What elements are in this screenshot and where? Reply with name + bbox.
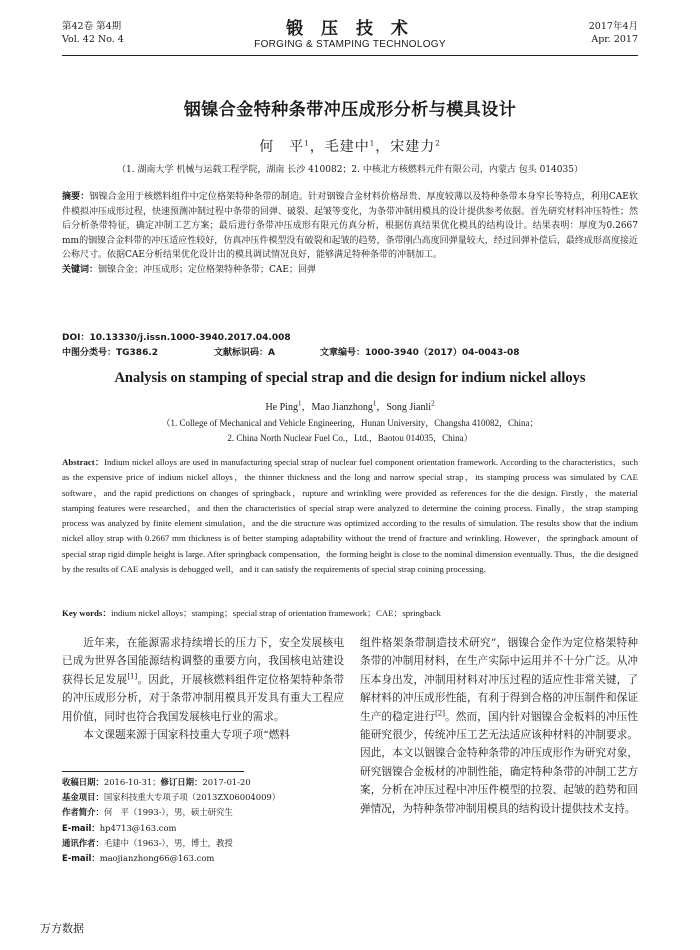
issue-date	[589, 20, 638, 46]
author-name: 毛建中	[324, 139, 370, 155]
author-affil-mark: 1	[369, 139, 376, 148]
volume-en: Vol. 42 No. 4	[62, 34, 124, 45]
corresponding-text: 毛建中（1963-），男，博士，教授	[103, 837, 233, 848]
author-separator: ，	[376, 402, 387, 413]
article-no-value: 1000-3940（2017）04-0043-08	[365, 348, 520, 358]
clc-label: 中图分类号：	[62, 348, 117, 358]
journal-logo-cn: 锻 压 技 术	[286, 19, 414, 39]
body-column-right	[360, 634, 638, 818]
clc-value: TG386.2	[116, 348, 159, 358]
author-separator: ，	[301, 402, 312, 413]
paper-title-en: Analysis on stamping of special strap and die design for indium nickel alloys	[114, 370, 586, 386]
received-label: 收稿日期：	[62, 777, 104, 787]
author-affil-mark: 1	[372, 399, 377, 408]
body-paragraph	[360, 634, 638, 818]
paragraph-text: 近年来，在能源需求持续增长的压力下，安全发展核电已成为世界各国能源结构调整的重要方向，我国核电站建设获得长足发展	[62, 637, 344, 686]
abstract-text-cn: 铟镍合金用于核燃料组件中定位格架特种条带的制造。针对铟镍合金材料价格昂贵、厚度较薄以及特种条带本身窄长等特点，利用CAE软件模拟冲压成形过程，快速预测冲制过程中条带的回弹、破裂、起皱等变化，为条带冲制用模具的设计提供参考依据。首先研究材料冲压特性；然后分析条带特征，确定冲制工艺方案；最后进行条带冲压成形有限元仿真分析，根据仿真结果优化模具的结构设计。结果表明：厚度为0.2667 mm的铟镍合金料带的冲压适应性较好，仿真冲压件模型没有破裂和起皱的趋势，条带刚凸高度回弹量较大，经过回弹补偿后，最终成形高度接近公称尺寸。依据CAE分析结果优化设计出的模具调试情况良好，能够满足特种条带的冲制加工。	[62, 192, 639, 261]
affiliation-cn: （1. 湖南大学 机械与运载工程学院，湖南 长沙 410082；2. 中核北方核燃料元件有限公司，内蒙古 包头 014035）	[117, 165, 583, 175]
email-label: E-mail：	[62, 853, 100, 864]
citation-ref[interactable]: [1]	[127, 672, 138, 681]
footnote-corresponding	[62, 836, 352, 851]
affiliation-en-line-1: （1. College of Mechanical and Vehicle Engineering，Hunan University，Changsha 410082，China；	[161, 418, 539, 428]
footnote-email-1	[62, 821, 352, 836]
footnote-email-2	[62, 851, 352, 866]
author-affil-mark: 2	[435, 139, 441, 148]
affiliation-en-line-2: 2. China North Nuclear Fuel Co.，Ltd.，Baotou 014035，China）	[227, 433, 473, 443]
fund-label: 基金项目：	[62, 792, 104, 803]
footnote-dates	[62, 775, 352, 790]
doc-code-value: A	[268, 348, 275, 358]
abstract-label-cn: 摘要：	[62, 192, 90, 202]
footnote-fund	[62, 790, 352, 805]
citation-ref[interactable]: [2]	[435, 709, 445, 718]
corresponding-label: 通讯作者：	[62, 837, 104, 848]
affiliation-en	[0, 416, 700, 446]
author-bio-text: 何 平（1993-），男，硕士研究生	[103, 807, 233, 818]
email-link[interactable]: hp4713@163.com	[99, 822, 177, 833]
email-label: E-mail：	[62, 822, 100, 833]
footnote-author	[62, 805, 352, 820]
author-list-en	[0, 398, 700, 413]
abstract-en	[62, 455, 638, 577]
author-affil-mark: 1	[304, 139, 310, 148]
doi-value: 10.13330/j.issn.1000-3940.2017.04.008	[89, 333, 291, 343]
author-separator: ，	[375, 139, 391, 155]
author-name: Song Jianli	[386, 402, 432, 413]
abstract-label-en: Abstract：	[62, 457, 105, 467]
abstract-text-en: Indium nickel alloys are used in manufacturing special strap of nuclear fuel component orientation framework. According to the characteristics，such as the expensive price of indium nickel alloys，the thinner thickness and the long and narrow special strap，its stamping process was simulated by CAE software，and the rapid predictions on changes of springback，rupture and wrinkling were provided as references for the die design. Firstly，the material stamping features were researched，and then the characteristics of special strap were analyzed to determine the coining process. Finally，the strap stamping process was analyzed by finite element simulation，and the die structure was optimized according to the results of simulation. The results show that the indium nickel alloy strap with 0.2667 mm thickness is of better stamping adaptability without the trend of fracture and wrinkling. However，the springback amount of special strap rigid dimple height is large. After springback compensation，the forming height is close to the nominal dimension eventually. Thus，the die designed by the results of CAE analysis is debugged well，and it can satisfy the requirements of special strap coining processing.	[62, 457, 638, 575]
classification-line	[62, 347, 638, 360]
author-name: 宋建力	[390, 139, 436, 155]
footnote-divider	[62, 771, 244, 772]
header-divider	[62, 55, 638, 56]
email-link[interactable]: maojianzhong66@163.com	[99, 853, 215, 864]
body-paragraph	[62, 634, 344, 726]
watermark-text: 万方数据	[40, 922, 84, 935]
author-list-cn	[0, 136, 700, 156]
paper-title-cn: 铟镍合金特种条带冲压成形分析与模具设计	[183, 100, 517, 120]
revised-date: 2017-01-20	[202, 777, 251, 787]
volume-cn: 第42卷 第4期	[62, 21, 122, 32]
journal-name-en: FORGING & STAMPING TECHNOLOGY	[254, 39, 446, 50]
author-name: Mao Jianzhong	[311, 402, 373, 413]
keywords-label-en: Key words：	[62, 608, 112, 618]
paragraph-text: 。然而，国内针对铟镍合金板料的冲压性能研究很少，传统冲压工艺无法适应该种材料的冲制要求。因此，本文以铟镍合金特种条带的冲压成形作为研究对象，研究铟镍合金板材的冲制性能，确定特种条带的冲制工艺方案，分析在冲压过程中冲压件模型的拉裂、起皱的趋势和回弹情况，为特种条带冲制用模具的结构设计提供技术支持。	[360, 710, 638, 815]
running-header	[62, 20, 638, 54]
footnotes	[62, 775, 352, 866]
author-name: 何 平	[259, 139, 305, 155]
author-name: He Ping	[265, 402, 298, 413]
author-separator: ，	[309, 139, 325, 155]
author-affil-mark: 1	[297, 399, 302, 408]
keywords-text-en: indium nickel alloys；stamping；special strap of orientation framework；CAE；springback	[111, 608, 441, 618]
body-paragraph: 本文课题来源于国家科技重大专项子项“燃料	[83, 729, 290, 742]
paragraph-text: 。因此，开展核燃料组件定位格架特种条带的冲压成形分析，对于条带冲制用模具开发具有重大工程应用价值，同时也符合我国发展核电行业的需求。	[62, 673, 345, 723]
author-affil-mark: 2	[431, 399, 435, 408]
received-date: 2016-10-31；	[103, 777, 161, 787]
date-cn: 2017年4月	[588, 21, 638, 32]
author-bio-label: 作者简介：	[62, 807, 104, 818]
doi-label: DOI：	[62, 333, 90, 343]
date-en: Apr. 2017	[591, 34, 638, 45]
journal-title	[62, 20, 638, 51]
keywords-label-cn: 关键词：	[62, 264, 99, 275]
doc-code-label: 文献标识码：	[214, 348, 269, 358]
article-no-label: 文章编号：	[320, 348, 366, 358]
abstract-cn	[62, 190, 638, 278]
body-column-left	[62, 634, 344, 744]
doi-line	[62, 332, 638, 345]
revised-label: 修订日期：	[160, 777, 203, 787]
fund-text: 国家科技重大专项子项（2013ZX06004009）	[103, 792, 281, 803]
keywords-cn	[62, 263, 638, 278]
keywords-en	[62, 606, 638, 621]
keywords-text-cn: 铟镍合金；冲压成形；定位格架特种条带；CAE；回弹	[98, 264, 316, 275]
paragraph-text: 组件格架条带制造技术研究”，铟镍合金作为定位格架特种条带的冲制用材料，在生产实际中运用并不十分广泛。从冲压本身出发，冲制用材料对冲压过程的适应性非常关键，了解材料的冲压成形性能，有利于得到合格的冲压制件和保证生产的稳定进行	[360, 637, 638, 723]
